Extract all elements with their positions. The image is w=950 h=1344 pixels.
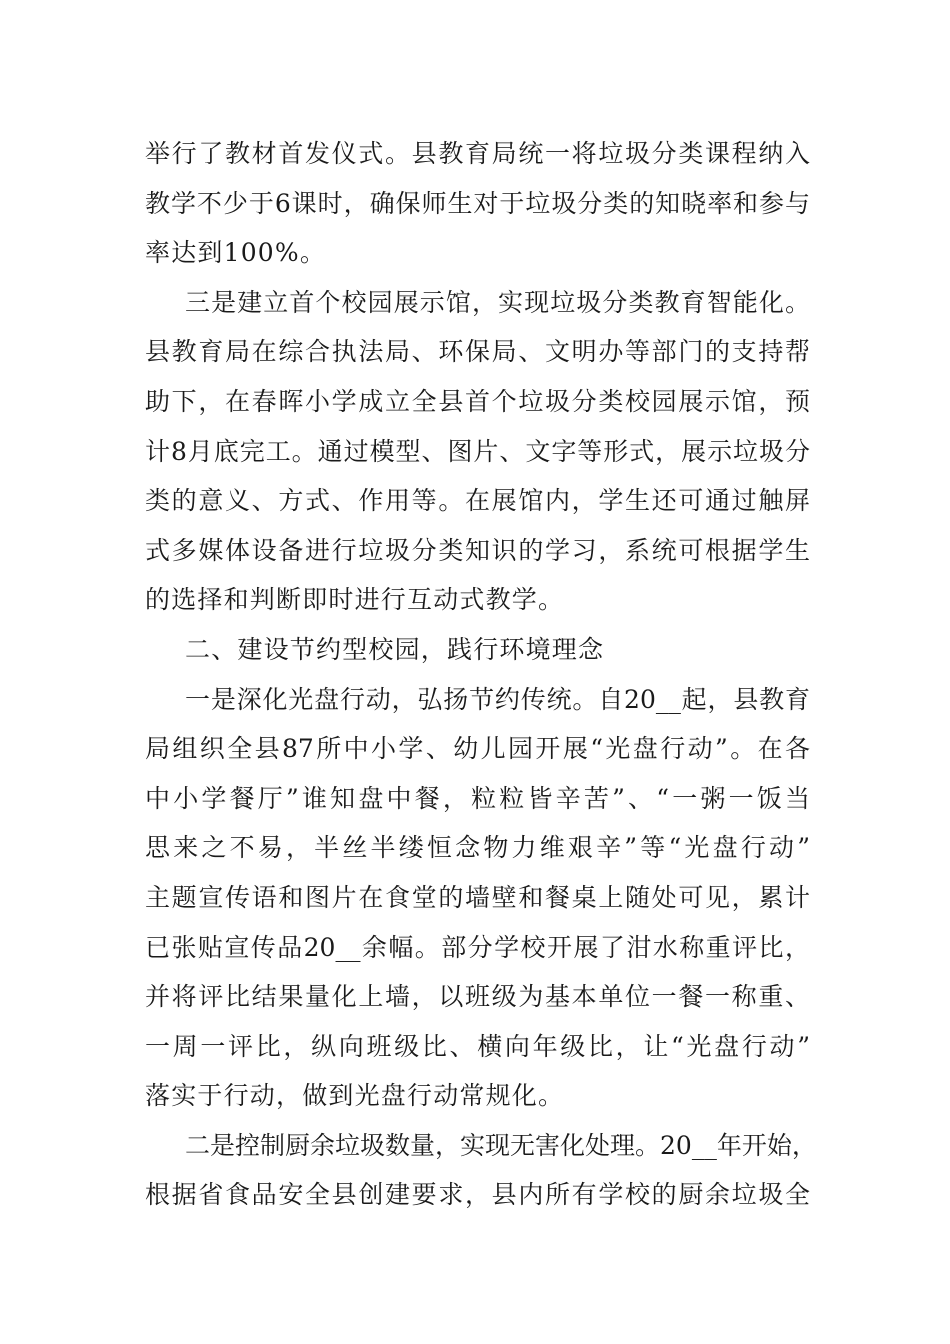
document-page	[145, 129, 817, 1220]
text-line: 教学不少于6课时，确保师生对于垃圾分类的知晓率和参与	[145, 188, 810, 218]
text-line: 三是建立首个校园展示馆，实现垃圾分类教育智能化。	[185, 287, 810, 317]
text-line: 县教育局在综合执法局、环保局、文明办等部门的支持帮	[145, 337, 810, 367]
text-line: 类的意义、方式、作用等。在展馆内，学生还可通过触屏	[145, 486, 810, 516]
text-line: 根据省食品安全县创建要求，县内所有学校的厨余垃圾全	[145, 1180, 810, 1210]
text-line: 式多媒体设备进行垃圾分类知识的学习，系统可根据学生	[145, 535, 810, 565]
text-line: 并将评比结果量化上墙，以班级为基本单位一餐一称重、	[145, 982, 810, 1012]
text-line: 一周一评比，纵向班级比、横向年级比，让“光盘行动”	[145, 1031, 810, 1061]
text-line: 思来之不易，半丝半缕恒念物力维艰辛”等“光盘行动”	[145, 833, 810, 863]
text-line: 一是深化光盘行动，弘扬节约传统。自20__起，县教育	[185, 684, 810, 714]
text-line: 已张贴宣传品20__余幅。部分学校开展了泔水称重评比，	[145, 932, 810, 962]
text-line: 落实于行动，做到光盘行动常规化。	[145, 1081, 565, 1111]
text-line: 助下，在春晖小学成立全县首个垃圾分类校园展示馆，预	[145, 386, 810, 416]
text-line: 的选择和判断即时进行互动式教学。	[145, 585, 565, 615]
text-line: 率达到100%。	[145, 238, 327, 268]
text-line: 局组织全县87所中小学、幼儿园开展“光盘行动”。在各	[145, 734, 811, 764]
section-heading: 二、建设节约型校园，践行环境理念	[185, 634, 605, 664]
text-line: 计8月底完工。通过模型、图片、文字等形式，展示垃圾分	[145, 436, 810, 466]
text-line: 二是控制厨余垃圾数量，实现无害化处理。20__年开始，	[185, 1130, 817, 1160]
text-line: 中小学餐厅”谁知盘中餐，粒粒皆辛苦”、“一粥一饭当	[145, 783, 810, 813]
text-line: 主题宣传语和图片在食堂的墙壁和餐桌上随处可见，累计	[145, 882, 810, 912]
text-line: 举行了教材首发仪式。县教育局统一将垃圾分类课程纳入	[145, 139, 810, 168]
